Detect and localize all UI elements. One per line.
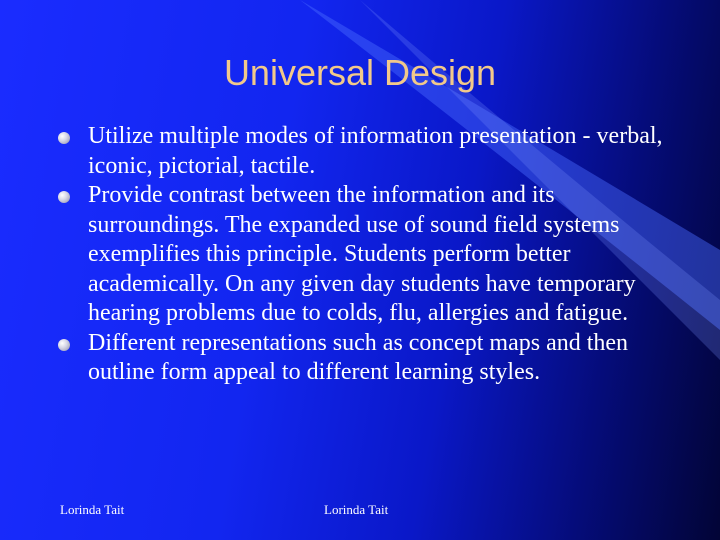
- bullet-text: Different representations such as concept maps and then outline form appeal to different learning styles.: [88, 329, 629, 385]
- bullet-item: [56, 122, 676, 181]
- footer-center-text: Lorinda Tait: [324, 502, 389, 517]
- bullet-text: Provide contrast between the information and its surroundings. The expanded use of sound field systems exemplifies this principle. Students perform better academically. On any given day students have temporary hearing problems due to colds, flu, allergies and fatigue.: [88, 182, 636, 326]
- bullet-text: Utilize multiple modes of information presentation - verbal, iconic, pictorial, tactile.: [88, 123, 663, 179]
- footer-left-text: Lorinda Tait: [60, 502, 125, 517]
- bullet-list: [56, 122, 676, 388]
- bullet-dot-icon: [58, 132, 70, 144]
- bullet-item: [56, 181, 676, 329]
- bullet-dot-icon: [58, 339, 70, 351]
- slide-title: Universal Design: [223, 52, 497, 93]
- bullet-item: [56, 329, 676, 388]
- bullet-dot-icon: [58, 191, 70, 203]
